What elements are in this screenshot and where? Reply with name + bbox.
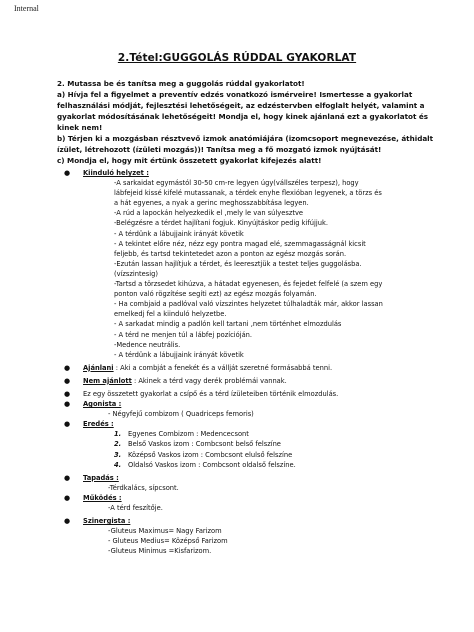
list-item: - Négyfejű combizom ( Quadriceps femoris) [108,410,254,419]
list-item: -Medence neutrális. [114,340,181,349]
document-body [50,168,430,556]
page-title: 2.Tétel:GUGGOLÁS RÚDDAL GYAKORLAT [117,52,357,64]
list-item: - Ha combjaid a padlóval való vízszintes helyzetet túlhaladták már, akkor lassan [114,300,383,309]
list-text: Oldalsó Vaskos izom : Combcsont oldalső felszíne. [128,460,296,469]
list-item: -A rúd a lapockán helyezkedik el ,mely le van súlyesztve [114,209,304,218]
section-heading: Ajánlani [83,363,114,372]
list-item [50,439,430,449]
list-item [50,450,430,460]
list-item: - A sarkadat mindig a padlón kell tartani ,nem történhet elmozdulás [114,320,342,329]
list-item: - Gluteus Medius= Középső Farizom [108,537,228,546]
list-item: a hát egyenes, a nyak a gerinc meghosszabbítása legyen. [114,199,309,208]
task-line: b) Térjen ki a mozgásban résztvevő izmok anatómiájára (izomcsoport megnevezése, áthidalt [57,134,434,143]
function-section [50,493,430,503]
section-heading: Tapadás : [83,473,119,482]
bullet-icon: ● [64,169,71,177]
list-number: 2. [114,440,122,449]
list-number: 4. [114,460,122,469]
list-item: -A térd feszítője. [108,504,163,512]
section-heading: Szinergista : [83,517,131,526]
bullet-icon: ● [64,473,71,482]
list-item: lábfejeid kissé kifelé mutassanak, a térdek enyhe flexióban legyenek, a törzs és [114,189,382,198]
not-recommended-section [50,376,430,386]
insertion-section [50,473,430,483]
bullet-icon: ● [64,493,71,502]
list-item [50,460,430,470]
origin-section [50,419,430,429]
bullet-icon: ● [64,400,71,409]
task-line: 2. Mutassa be és tanítsa meg a guggolás rúddal gyakorlatot! [57,79,305,88]
list-text: Középső Vaskos izom : Combcsont elulső felszíne [128,450,293,459]
list-item [50,429,430,439]
starting-position-section [50,168,430,178]
section-text: : Aki a combját a fenekét és a vállját szeretné formásabbá tenni. [115,363,333,372]
list-text: Belső Vaskos izom : Combcsont belső felszíne [128,440,281,449]
list-item: ponton való rögzítése segíti ezt) az egész mozgás folyamán. [114,290,317,299]
section-heading: Nem ajánlott [83,376,132,385]
bullet-icon: ● [64,389,71,398]
internal-label: Internal [14,4,39,13]
section-text: : Akinek a térd vagy derék problémái vannak. [133,376,287,385]
list-item: -Gluteus Minimus =Kisfarizom. [108,547,212,556]
bullet-icon: ● [64,363,71,372]
task-description [57,78,437,166]
list-item: -A sarkaidat egymástól 30-50 cm-re legyen úgy(vállszéles terpesz), hogy [114,179,359,188]
list-item: -Ezután lassan hajlítjuk a térdet, és leeresztjük a testet teljes guggolásba. [114,259,362,268]
list-item: -Térdkalács, sípcsont. [108,483,179,492]
synergists-section [50,516,430,526]
task-line: kinek nem! [57,123,103,132]
list-item: -Gluteus Maximus= Nagy Farizom [108,527,222,536]
list-number: 1. [114,430,122,439]
list-item: (vízszintesig) [114,269,158,278]
agonist-section [50,399,430,409]
bullet-icon: ● [64,376,71,385]
task-line: c) Mondja el, hogy mit értünk összetett gyakorlat kifejezés alatt! [57,156,322,165]
list-item: -Tartsd a törzsedet kihúzva, a hátadat egyenesen, és fejedet felfelé (a szem egy [114,280,383,289]
list-item: - A tekintet előre néz, nézz egy pontra magad elé, szemmagasságnál kicsit [114,239,366,248]
bullet-icon: ● [64,517,71,526]
section-text: Ez egy összetett gyakorlat a csípő és a térd ízületeiben történik elmozdulás. [83,389,339,398]
section-heading: Kiinduló helyzet : [83,169,149,177]
list-item: emelkedj fel a kiinduló helyzetbe. [114,310,227,319]
task-line: a) Hívja fel a figyelmet a preventív edzés vonatkozó ismérveire! Ismertesse a gyakorlat [57,90,413,99]
list-item: -Belégzésre a térdet hajlítani fogjuk. Kinyújtáskor pedig kifújjuk. [114,219,328,228]
section-heading: Eredés : [83,420,114,429]
task-line: felhasználási módját, fejlesztési lehetőségeit, az edzéstervben elfoglalt helyét, valamint a [57,101,425,110]
task-line: ízület, létrehozott (ízületi mozgás))! Tanítsa meg a fő mozgató izmok nyújtását! [57,145,382,154]
task-line: gyakorlat módosításának lehetőségeit! Mondja el, hogy kinek ajánlaná ezt a gyakorlatot és [57,112,429,121]
recommended-section [50,363,430,373]
list-item: feljebb, és tartsd tekintetedet azon a ponton az egész mozgás során. [114,249,347,258]
section-heading: Működés : [83,493,122,502]
list-item: - A térdünk a lábujjaink irányát követik [114,350,244,359]
compound-exercise-section [50,389,430,399]
list-text: Egyenes Combizom : Medencecsont [128,430,249,439]
list-item: - A térdünk a lábujjaink irányát követik [114,229,244,238]
bullet-icon: ● [64,420,71,429]
list-item: - A térd ne menjen túl a lábfej pozícióján. [114,330,253,339]
list-number: 3. [114,450,122,459]
section-heading: Agonista : [83,400,122,409]
